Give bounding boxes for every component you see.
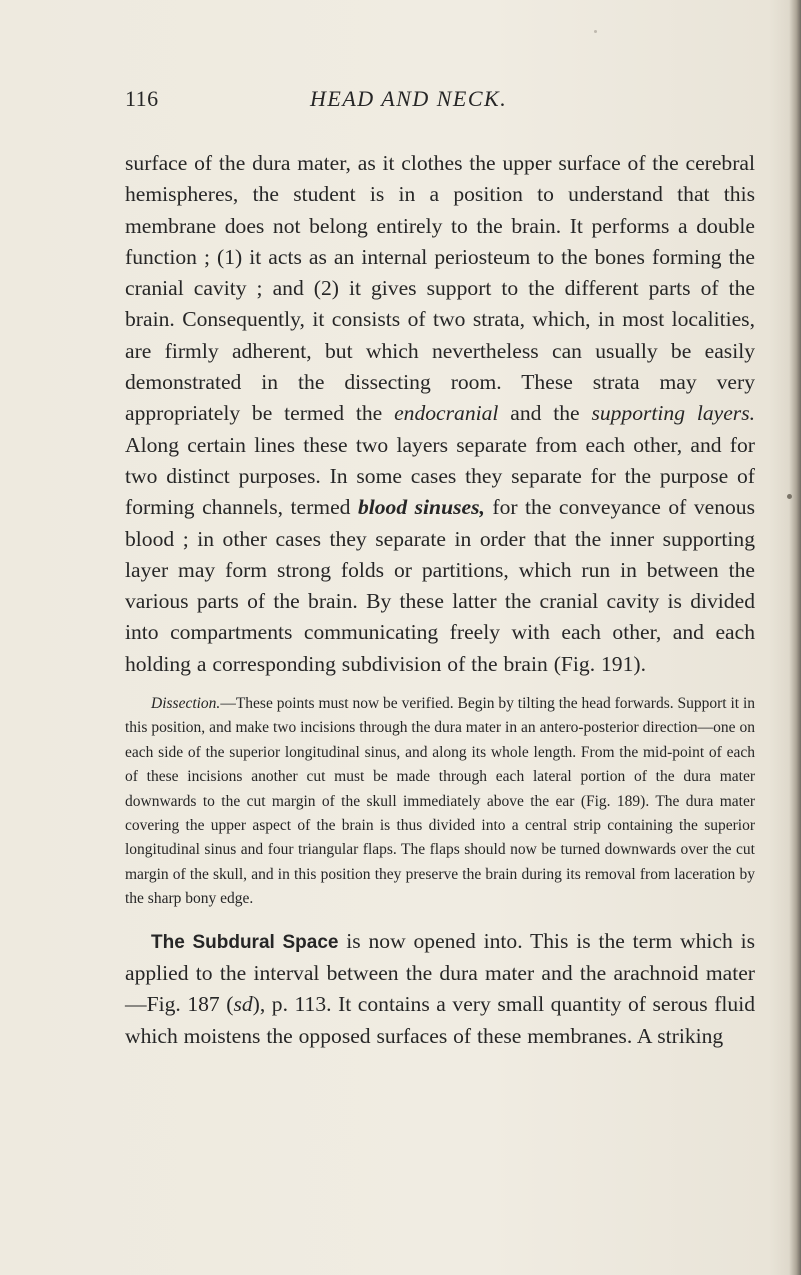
term-endocranial: endocranial bbox=[394, 401, 499, 426]
paragraph-text: ), p. 113. It contains a very small quantity of serous fluid which moistens the opposed surfaces of these membranes. A striking bbox=[125, 992, 755, 1048]
dissection-instructions bbox=[125, 692, 755, 912]
section-heading-subdural-space: The Subdural Space bbox=[151, 931, 339, 953]
running-title: HEAD AND NECK. bbox=[310, 86, 508, 111]
dissection-label: Dissection. bbox=[151, 695, 221, 713]
term-supporting-layers: supporting layers. bbox=[591, 401, 756, 426]
paper-speck bbox=[787, 494, 792, 499]
paragraph-text: and the bbox=[498, 401, 592, 426]
figure-reference: sd bbox=[233, 992, 253, 1017]
paragraph-subdural-space bbox=[125, 926, 755, 1052]
page-number: 116 bbox=[125, 86, 159, 111]
dissection-text: —These points must now be verified. Begin by tilting the head forwards. Support it in this position, and make two incisions through the dura mater in an antero-posterior direction—one on each side of the superior longitudinal sinus, and along its whole length. From the mid-point of each of these incisions another cut must be made through each lateral portion of the dura mater downwards to the cut margin of the skull immediately above the ear (Fig. 189). The dura mater covering the upper aspect of the brain is thus divided into a central strip containing the superior longitudinal sinus and four triangular flaps. The flaps should now be turned downwards over the cut margin of the skull, and in this position they preserve the brain during its removal from laceration by the sharp bony edge. bbox=[125, 695, 755, 908]
paragraph-dura-mater bbox=[125, 148, 755, 680]
page-edge-shadow bbox=[789, 0, 801, 1275]
page-header bbox=[125, 86, 755, 116]
paragraph-text: is now opened into. This is the term which is applied to the interval between the dura mater and the arachnoid mater—Fig. 187 ( bbox=[125, 928, 755, 1017]
body-text bbox=[125, 148, 755, 1052]
term-blood-sinuses: blood sinuses, bbox=[357, 495, 485, 520]
paragraph-text: Along certain lines these two layers separate from each other, and for two distinct purposes. In some cases they separate for the purpose of forming channels, termed bbox=[125, 432, 755, 520]
paragraph-text: for the conveyance of venous blood ; in other cases they separate in order that the inner supporting layer may form strong folds or partitions, which run in between the various parts of the brain. By these latter the cranial cavity is divided into compartments communicating freely with each other, and each holding a corresponding subdivision of the brain (Fig. 191). bbox=[125, 495, 755, 676]
paragraph-text: surface of the dura mater, as it clothes the upper surface of the cerebral hemispheres, the student is in a position to understand that this membrane does not belong entirely to the brain. It performs a double function ; (1) it acts as an internal periosteum to the bones forming the cranial cavity ; and (2) it gives support to the different parts of the brain. Consequently, it consists of two strata, which, in most localities, are firmly adherent, but which nevertheless can usually be easily demonstrated in the dissecting room. These strata may very appropriately be termed the bbox=[125, 151, 755, 426]
paper-speck bbox=[594, 30, 597, 33]
